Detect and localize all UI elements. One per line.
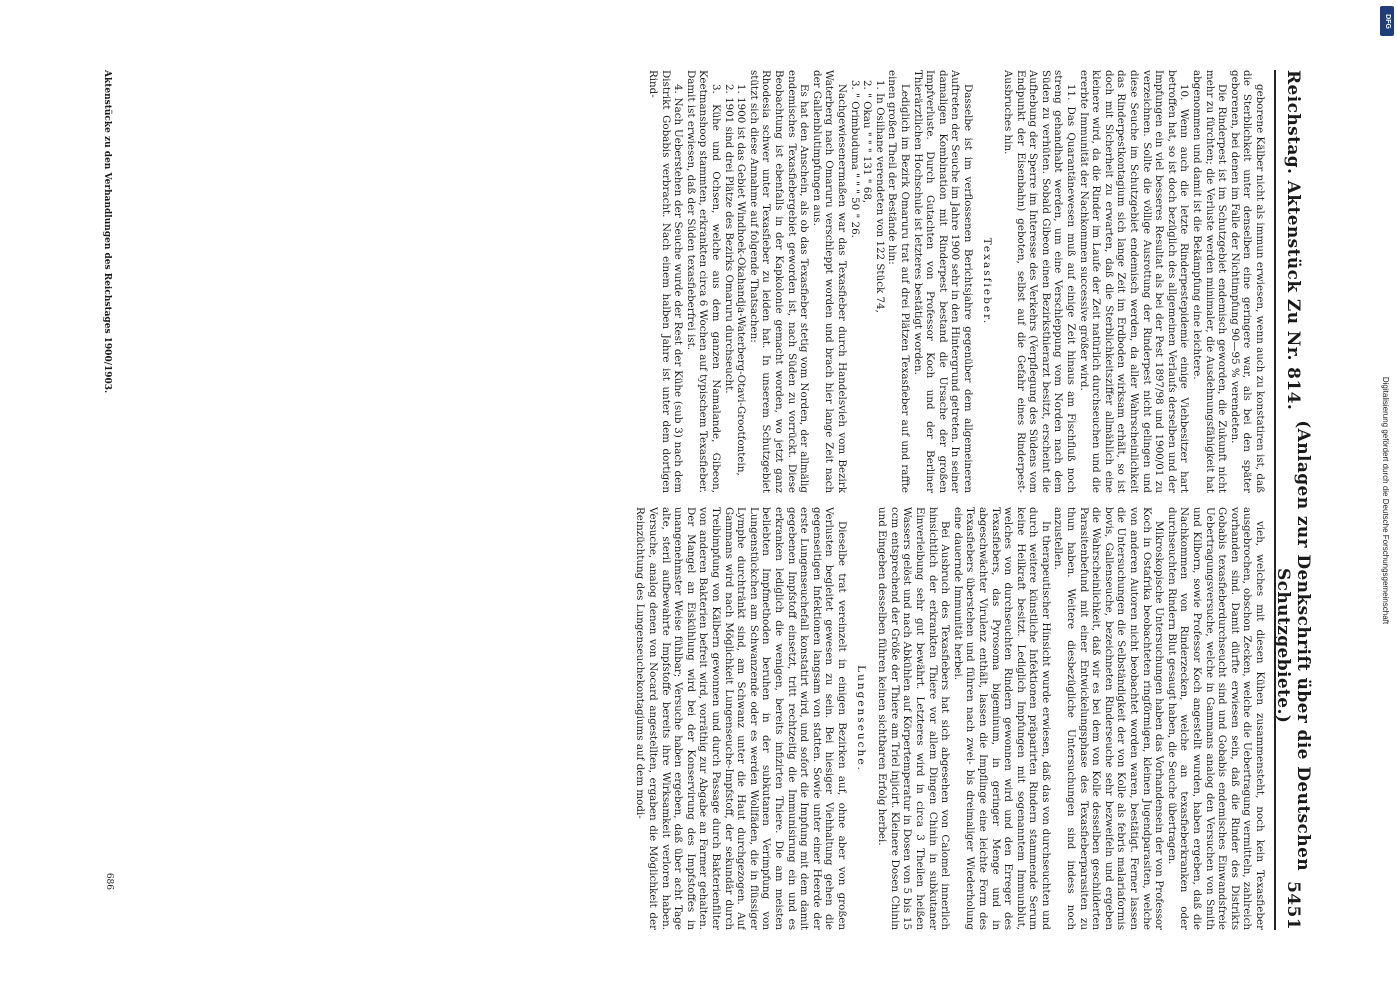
footer-note: Aktenstücke zu den Verhandlungen des Reichstages 1900/1903. bbox=[102, 70, 112, 394]
header-middle-title: (Anlagen zur Denkschrift über die Deutschen Schutzgebiete.) bbox=[1273, 420, 1313, 872]
text-columns bbox=[116, 70, 1266, 930]
left-column bbox=[116, 70, 1266, 493]
paragraph: Mikroskopische Untersuchungen haben das Vorhandensein der von Professor Koch in Ostafrika beobachteten ringförmigen, kleinen Jugendparasiten, welche von anderen Autoren nicht beobachtet worden waren, bestätigt. Ferner lassen die Untersuchungen die Selbständigkeit der von Kolle als febris malariaformis bovis, Gallenseuche, bezeichneten Rinderseuche sehr bezweifeln und ergeben die Wahrscheinlichkeit, daß wir es bei dem von Kolle desselben geschilderten Parasitenbefund mit einer Entwickelungsphase des Texasfieberparasiten zu thun haben. Weitere diesbezügliche Untersuchungen sind indess noch anzustellen. bbox=[1052, 507, 1166, 930]
paragraph: Bei Ausbruch des Texasfiebers hat sich abgesehen von Calomel innerlich hinsichtlich der erkrankten Thiere vor allem Dingen Chinin in subkutaner Einverleibung sehr gut bewährt. Letzteres wird in circa 3 Theilen heißen Wassers gelöst und nach Abkühlen auf Körpertemperatur in Dosen von 5 bis 15 ccm entsprechend der Größe der Thiere am Triel injicirt. Kleinere Dosen Chinin und Eingeben desselben führen keinen sichtbaren Erfolg herbei. bbox=[876, 507, 952, 930]
paragraph: 10. Wenn auch die letzte Rinderpestepidemie einige Viehbesitzer hart betroffen hat, so ist doch bezüglich des allgemeinen Verlaufs derselben und der Impfungen ein viel besseres Resultat als bei der Pest 1897/98 und 1900/01 zu verzeichnen. Sollte die völlige Ausrottung der Rinderpest nicht gelingen und diese Seuche im Schutzgebiet endemisch werden, da aller Wahrscheinlichkeit das Rinderpestkontagium sich lange Zeit im Erdboden wirksam erhält, so ist doch mit Sicherheit zu erwarten, daß die Sterblichkeitsziffer allmählich eine kleinere wird, da die Rinder im Laufe der Zeit natürlich durchseuchen und die ererbte Immunität der Nachkommen successive größer wird. bbox=[1077, 70, 1191, 493]
paragraph: 11. Das Quarantänewesen muß auf einige Zeit hinaus am Fischfluß noch streng gehandhabt werden, um eine Verschleppung vom Norden nach dem Süden zu verhüten. Sobald Gibeon einen Bezirksthierarzt besitzt, erscheint die Aufhebung der Sperre im Interesse des Verkehrs (Verpflegung des Südens vom Endpunkt der Eisenbahn) geboten, selbst auf die Gefahr eines Rinderpest-Ausbruches hin. bbox=[1002, 70, 1078, 493]
paragraph: Dieselbe trat vereinzelt in einigen Bezirken auf, ohne aber von großen Verlusten begleitet gewesen zu sein. Bei hiesiger Viehhaltung gehen die gegenseitigen Infektionen langsam von statten. Sowie unter einer Heerde der erste Lungenseuchefall konstatirt wird, und sofort die Impfung mit dem damit gegebenen Impfstoff einsetzt, tritt rechtzeitig die Immunisirung ein und es erkranken lediglich die wenigen, bereits infizirten Thiere. Die am meisten beliebten Impfmethoden beruhen in der subkutanen Verimpfung von Lungenstückchen am Schwanzende oder es werden Wollfäden, die in flüssiger Lymphe durchtränkt sind, am Schwanz unter die Haut durchgezogen. Auf Gammans wird nach Möglichkeit Lungenseuche-Impfstoff, der sekundär durch Treibimpfung von Kälbern gewonnen und durch Passage durch Bakterienfilter von anderen Bakterien befreit wird, vorräthig zur Abgabe an Farmer gehalten. Der Mangel an Eiskühlung wird bei der Konservirung des Impfstoffes in unangenehmster Weise fühlbar; Versuche haben ergeben, daß über acht Tage alte, steril aufbewahrte Impfstoffe bereits ihre Wirksamkeit verloren haben. Versuche, analog denen von Nocard angestellten, ergaben die Möglichkeit der Reinzüchtung des Lungenseuchekontagiums auf dem modi- bbox=[634, 507, 848, 930]
paragraph: vieh, welches mit diesen Kühen zusammensteht, noch kein Texasfieber ausgebrochen, obschon Zecken, welche die Uebertragung vermitteln, zahlreich vorhanden sind. Damit dürfte erwiesen sein, daß die Rinder des Distrikts Gobabis texasfieberdurchseucht sind und Gobabis endemisches Einwandsfreie Uebertragungsversuche, welche in Gammans analog den Versuchen von Smith und Kilborn, sowie Professor Koch angestellt wurden, haben ergeben, daß die Nachkommen von Rinderzecken, welche an texasfieberkranken oder durchseuchten Rindern Blut gesaugt haben, die Seuche übertragen. bbox=[1165, 507, 1266, 930]
document-page bbox=[85, 70, 1313, 930]
footer-number: 686 bbox=[104, 872, 114, 890]
scanned-page-region bbox=[85, 70, 1313, 930]
paragraph: 2. 1901 sind drei Plätze des Bezirks Omaruru durchseucht. bbox=[722, 84, 735, 394]
list-item: 3. " Orimbuduma " " " 50 " 26. bbox=[848, 80, 861, 238]
paragraph: geborene Kälber nicht als immun erwiesen, wenn auch zu konstatiren ist, daß die Sterblichkeit unter denselben eine geringere war, als bei den später geborenen, bei denen im Falle der Nichtimpfung 90—95 % verendeten. bbox=[1228, 70, 1266, 493]
right-column bbox=[116, 507, 1266, 930]
paragraph: Dasselbe ist im verflossenen Berichtsjahre gegenüber dem allgemeineren Auftreten der Seuche im Jahre 1900 sehr in den Hintergrund getreten. In seiner damaligen Kombination mit Rinderpest bestand die Ursache der großen Impfverluste. Durch Gutachten von Professor Koch und der Berliner Thierärztlichen Hochschule ist letzteres bestätigt worden. bbox=[911, 70, 974, 493]
digitization-credit bbox=[1379, 20, 1393, 980]
page-number: 5451 bbox=[1283, 881, 1303, 930]
paragraph: Es hat den Anschein, als ob das Texasfieber stetig vom Norden, der allmälig endemisches Texasfiebergebiet geworden ist, nach Süden zu vorrückt. Diese Beobachtung ist ebenfalls in der Kapkolonie gemacht worden, wo jetzt ganz Rhodesia schwer unter Texasfieber zu leiden hat. In unserem Schutzgebiet stützt sich diese Annahme auf folgende Thatsachen: bbox=[747, 70, 811, 493]
page-header bbox=[1273, 70, 1313, 930]
paragraph: Die Rinderpest ist im Schutzgebiet endemisch geworden, die Zukunft nicht mehr zu fürchten; die Verluste werden minimaler, die Ausdehnungsfähigkeit hat abgenommen und damit ist die Bekämpfung eine leichtere. bbox=[1191, 70, 1229, 493]
digitization-credit-text: Digitalisierung gefördert durch die Deutsche Forschungsgemeinschaft bbox=[1381, 376, 1391, 624]
paragraph: 3. Kühe und Ochsen, welche aus dem ganzen Namalande, Gibeon, Keetmanshoop stammten, erkrankten circa 6 Wochen auf typischem Texasfieber. Damit ist erwiesen, daß der Süden texasfieberfrei ist. bbox=[684, 70, 723, 493]
section-heading-lungenseuche: Lungenseuche. bbox=[854, 665, 867, 772]
paragraph: 1. 1900 ist das Gebiet Windhoek-Okahandja-Waterberg-Otavi-Grootfontein, bbox=[735, 84, 748, 476]
paragraph: Lediglich im Bezirk Omaruru trat auf drei Plätzen Texasfieber auf und raffte einen großen Theil der Bestände hin: bbox=[886, 70, 911, 493]
list-item: 2. " Okau " " " 131 " 68, bbox=[861, 80, 874, 204]
list-item: 1. In Osiihane verendeten von 122 Stück 74, bbox=[873, 80, 886, 313]
paragraph: In therapeutischer Hinsicht wurde erwiesen, daß das von durchseuchten und durch weitere künstliche Infektionen präparirten Rindern stammende Serum keine Heilkraft besitzt. Lediglich Impfungen mit sogenanntem Immunblut, welches von durchseuchten Rindern gewonnen wird und den Erreger des Texasfiebers, das Pyrosoma bigeminum, in geringer Menge und in abgeschwächter Virulenz enthält, lassen die Impflinge eine leichte Form des Texasfiebers überstehen und führen nach zwei- bis dreimaliger Wiederholung eine dauernde Immunität herbei. bbox=[951, 507, 1052, 930]
paragraph: 4. Nach Ueberstehen der Seuche wurde der Rest der Kühe (sub 3) nach dem Distrikt Gobabis verbracht. Nach einem halben Jahre ist unter dem dortigen Rind- bbox=[647, 70, 685, 493]
section-heading-texasfieber: Texasfieber. bbox=[980, 237, 993, 326]
paragraph: Nachgewiesenermaßen war das Texasfieber durch Handelsvieh vom Bezirk Waterberg nach Omaruru verschleppt worden und brach hier lange Zeit nach der Gallenblutimpfungen aus. bbox=[810, 70, 848, 493]
header-left-title: Reichstag. Aktenstück Zu Nr. 814. bbox=[1283, 70, 1303, 411]
dfg-logo-text: DFG bbox=[1383, 13, 1391, 29]
